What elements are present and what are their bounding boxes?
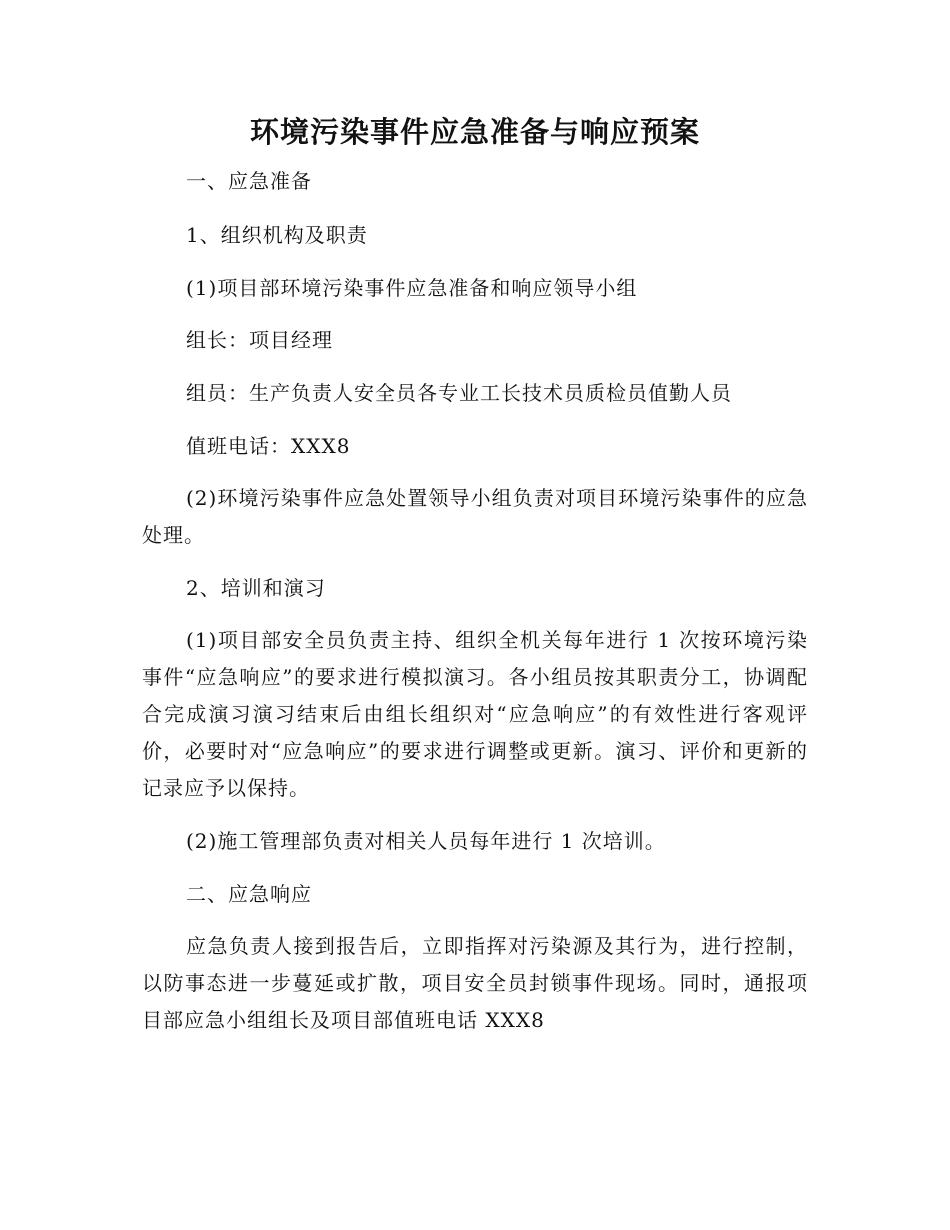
- training-item: (2)施工管理部负责对相关人员每年进行 1 次培训。: [186, 829, 666, 853]
- subsection-heading-training: 2、培训和演习: [186, 576, 326, 600]
- duty-phone-line: 值班电话：XXX8: [186, 434, 351, 458]
- group-leader-line: 组长：项目经理: [186, 328, 333, 352]
- drill-paragraph: (1)项目部安全员负责主持、组织全机关每年进行 1 次按环境污染事件“应急响应”的要求进行模拟演习。各小组员按其职责分工，协调配合完成演习演习结束后由组长组织对“应急响应”的有效性进行客观评价，必要时对“应急响应”的要求进行调整或更新。演习、评价和更新的记录应予以保持。: [142, 628, 808, 800]
- group-members-line: 组员：生产负责人安全员各专业工长技术员质检员值勤人员: [186, 381, 732, 405]
- leadership-group-item: (1)项目部环境污染事件应急准备和响应领导小组: [186, 276, 638, 300]
- subsection-heading-organization: 1、组织机构及职责: [186, 223, 368, 247]
- section-heading-preparation: 一、应急准备: [186, 169, 312, 193]
- disposal-group-paragraph: (2)环境污染事件应急处置领导小组负责对项目环境污染事件的应急处理。: [142, 486, 808, 547]
- document-title: 环境污染事件应急准备与响应预案: [249, 115, 700, 149]
- response-paragraph: 应急负责人接到报告后，立即指挥对污染源及其行为，进行控制，以防事态进一步蔓延或扩散，项目安全员封锁事件现场。同时，通报项目部应急小组组长及项目部值班电话 XXX8: [142, 934, 808, 1032]
- section-heading-response: 二、应急响应: [186, 882, 312, 906]
